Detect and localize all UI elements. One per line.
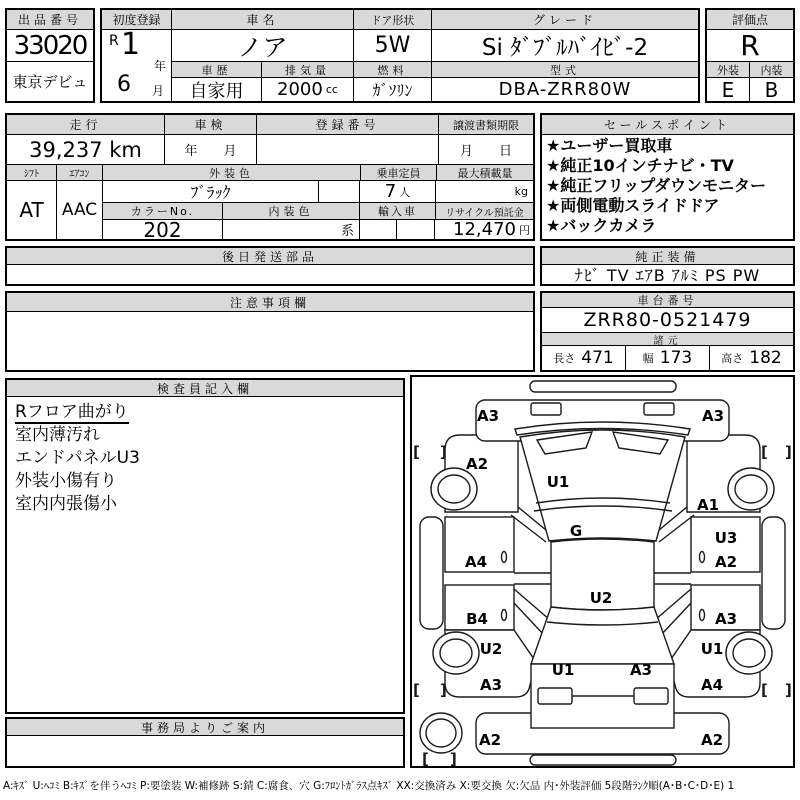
equipment-value: ﾅﾋﾞ TV ｴｱB ｱﾙﾐ PS PW xyxy=(574,266,761,284)
door-handle-rear-right xyxy=(700,610,705,621)
score-header: 評価点 xyxy=(707,10,793,30)
maxload-header: 最大積載量 xyxy=(437,165,533,181)
shaken-value: 年 月 xyxy=(165,135,257,165)
spare-wheel-inner xyxy=(426,719,456,747)
sales-point-item: ★純正フリップダウンモニター xyxy=(546,176,766,195)
damage-diagram xyxy=(412,377,793,766)
first-reg-era: R xyxy=(109,33,119,49)
door-header: ドア形状 xyxy=(354,10,431,30)
recycle-unit: 円 xyxy=(519,223,530,237)
bracket-icon: [ xyxy=(413,443,420,461)
bracket-icon: ] xyxy=(450,750,457,766)
mileage-value: 39,237 km xyxy=(7,135,165,165)
capacity-header: 乗車定員 xyxy=(361,165,437,181)
score-value: R xyxy=(707,30,793,62)
office-content xyxy=(7,736,403,766)
damage-label: A3 xyxy=(701,407,725,425)
car-name-header: 車名 xyxy=(172,10,353,30)
caution-header: 注意事項欄 xyxy=(7,293,533,312)
recycle-number: 12,470 xyxy=(453,220,516,239)
model-value: DBA-ZRR80W xyxy=(498,79,632,100)
first-reg-year: 1 xyxy=(121,27,141,62)
colorno-header: カラーNo. xyxy=(103,203,223,220)
inspector-note: 室内内張傷小 xyxy=(15,494,117,514)
interior-header: 内装 xyxy=(750,62,793,78)
import-cell-1 xyxy=(360,220,397,239)
bracket-icon: ] xyxy=(785,681,792,699)
damage-label: U1 xyxy=(551,661,575,679)
inspector-note: Rフロア曲がり xyxy=(15,402,129,422)
caution-content xyxy=(7,312,533,370)
first-reg-header: 初度登録 xyxy=(102,10,171,30)
later-parts-box xyxy=(5,246,535,286)
door-value: 5W xyxy=(354,30,431,62)
vehicle-info-table xyxy=(100,8,700,103)
damage-label: U2 xyxy=(479,640,503,658)
shift-value: AT xyxy=(19,198,44,222)
shift-header: ｼﾌﾄ xyxy=(7,165,56,181)
capacity-unit: 人 xyxy=(399,185,411,199)
sales-point-item: ★ユーザー買取車 xyxy=(546,136,673,155)
auction-no-header: 出品番号 xyxy=(7,10,93,30)
bracket-icon: [ xyxy=(761,443,768,461)
bracket-icon: ] xyxy=(785,443,792,461)
damage-label: B4 xyxy=(466,610,488,628)
later-parts-header: 後日発送部品 xyxy=(7,248,533,265)
door-handle-front-left xyxy=(502,552,507,563)
fuel-header: 燃料 xyxy=(354,62,431,78)
intcolor-header: 内装色 xyxy=(223,203,360,220)
damage-label: U2 xyxy=(589,589,613,607)
damage-label: G xyxy=(569,522,583,540)
headlight-left xyxy=(531,403,561,415)
extcolor-sub-cell xyxy=(319,181,360,203)
damage-label: A2 xyxy=(465,455,489,473)
shaken-header: 車検 xyxy=(165,115,257,135)
sales-points-header: セールスポイント xyxy=(542,115,793,135)
damage-label: U1 xyxy=(546,473,570,491)
damage-label: A3 xyxy=(479,676,503,694)
first-reg-cell xyxy=(102,27,171,101)
side-rail-left xyxy=(420,517,443,629)
first-reg-year-suffix: 年 xyxy=(153,59,166,73)
import-header: 輸入車 xyxy=(360,203,436,220)
displacement-value xyxy=(262,78,353,101)
wheel-rear-right-inner xyxy=(733,639,765,667)
spec-width-label: 幅 xyxy=(642,352,654,365)
damage-diagram-box xyxy=(410,375,795,768)
intcolor-suffix: 系 xyxy=(223,220,360,239)
interior-score: B xyxy=(764,78,779,101)
inspector-note: 外装小傷有り xyxy=(15,471,117,491)
headlight-right xyxy=(644,403,674,415)
inspector-box xyxy=(5,378,405,714)
chassis-header: 車台番号 xyxy=(542,293,793,308)
car-name: ノア xyxy=(172,30,353,62)
transfer-header: 譲渡書類期限 xyxy=(439,115,533,135)
import-cell-2 xyxy=(397,220,435,239)
inspector-note: 室内薄汚れ xyxy=(15,425,100,445)
spec-length-value: 471 xyxy=(581,348,614,368)
damage-label: A2 xyxy=(714,553,738,571)
exterior-score: E xyxy=(707,78,750,101)
venue: 東京デビュ xyxy=(12,73,88,91)
exterior-header: 外装 xyxy=(707,62,750,78)
spec-height-value: 182 xyxy=(749,348,782,368)
extcolor-value: ﾌﾞﾗｯｸ xyxy=(103,181,319,203)
grade-value: Si ﾀﾞﾌﾞﾙﾊﾞｲﾋﾞ-2 xyxy=(432,30,698,62)
equipment-box xyxy=(540,246,795,286)
recycle-header: リサイクル預託金 xyxy=(436,203,533,220)
auction-no-box xyxy=(5,8,95,103)
damage-label: A2 xyxy=(700,731,724,749)
mileage-header: 走行 xyxy=(7,115,165,135)
model-header: 型式 xyxy=(432,62,698,78)
inspector-note: エンドパネルU3 xyxy=(15,448,140,468)
later-parts-content xyxy=(7,265,533,284)
taillight-left xyxy=(538,688,572,704)
specs-header: 諸元 xyxy=(542,333,793,346)
bracket-icon: [ xyxy=(761,681,768,699)
spec-length xyxy=(542,346,626,370)
bracket-icon: [ xyxy=(413,681,420,699)
chassis-value: ZRR80-0521479 xyxy=(542,308,793,333)
office-header: 事務局よりご案内 xyxy=(7,719,403,736)
damage-label: A3 xyxy=(714,610,738,628)
wheel-rear-left-inner xyxy=(440,639,472,667)
office-box xyxy=(5,717,405,768)
damage-label: A2 xyxy=(478,731,502,749)
equipment-header: 純正装備 xyxy=(542,248,793,265)
displacement-header: 排気量 xyxy=(262,62,353,78)
bracket-icon: ] xyxy=(440,443,447,461)
sales-point-item: ★バックカメラ xyxy=(546,216,657,235)
recycle-value xyxy=(435,220,533,239)
extcolor-header: 外装色 xyxy=(103,165,361,181)
damage-label: A3 xyxy=(629,661,653,679)
side-rail-right xyxy=(762,517,785,629)
grade-header: グレード xyxy=(432,10,698,30)
damage-label: A3 xyxy=(476,407,500,425)
legend-text: A:ｷｽﾞ U:ﾍｺﾐ B:ｷｽﾞを伴うﾍｺﾐ P:要塗装 W:補修跡 S:錆 C:腐食、穴 G:ﾌﾛﾝﾄｶﾞﾗｽ点ｷｽﾞ XX:交換済み X:要交換 欠:欠品 内･外装評価 5段階ﾗﾝｸ順(A･B･C･D･E) 1 xyxy=(3,780,735,792)
displacement-unit: cc xyxy=(325,83,338,96)
regno-value xyxy=(257,135,439,165)
damage-label: A4 xyxy=(700,676,724,694)
spec-height xyxy=(710,346,793,370)
transfer-value: 月 日 xyxy=(439,135,533,165)
history-header: 車歴 xyxy=(172,62,261,78)
sales-point-item: ★両側電動スライドドア xyxy=(546,196,720,215)
history-value: 自家用 xyxy=(189,80,244,101)
bracket-icon: ] xyxy=(440,681,447,699)
rear-window xyxy=(531,607,674,664)
door-handle-rear-left xyxy=(502,610,507,621)
damage-label: U1 xyxy=(700,640,724,658)
front-bumper-bar xyxy=(530,381,676,392)
wheel-front-left-inner xyxy=(438,475,470,503)
displacement-number: 2000 xyxy=(277,79,323,100)
regno-header: 登録番号 xyxy=(257,115,439,135)
score-box xyxy=(705,8,795,103)
capacity-value xyxy=(360,181,436,203)
maxload-unit: kg xyxy=(436,181,533,203)
damage-label: U3 xyxy=(714,529,738,547)
spec-width xyxy=(626,346,710,370)
auction-no: 33020 xyxy=(7,30,93,62)
first-reg-month: 6 xyxy=(117,72,131,97)
sales-points-box xyxy=(540,113,795,241)
damage-label: A1 xyxy=(696,496,720,514)
mileage-table xyxy=(5,113,535,241)
caution-box xyxy=(5,291,535,372)
first-reg-month-suffix: 月 xyxy=(151,84,164,98)
chassis-specs-box xyxy=(540,291,795,372)
spec-width-value: 173 xyxy=(659,348,693,368)
bracket-icon: [ xyxy=(422,750,429,766)
door-handle-front-right xyxy=(700,552,705,563)
colorno-value: 202 xyxy=(103,220,223,239)
rear-bumper-bar xyxy=(530,755,676,765)
fuel-value: ｶﾞｿﾘﾝ xyxy=(372,81,413,100)
aircon-header: ｴｱｺﾝ xyxy=(57,165,102,181)
spec-height-label: 高さ xyxy=(721,352,744,365)
aircon-value: AAC xyxy=(61,200,98,220)
sales-point-item: ★純正10インチナビ・TV xyxy=(546,156,734,175)
taillight-right xyxy=(634,688,668,704)
damage-label: A4 xyxy=(464,553,488,571)
spec-length-label: 長さ xyxy=(553,352,576,365)
wheel-front-right-inner xyxy=(735,475,767,503)
capacity-number: 7 xyxy=(384,181,397,202)
inspector-header: 検査員記入欄 xyxy=(7,380,403,397)
